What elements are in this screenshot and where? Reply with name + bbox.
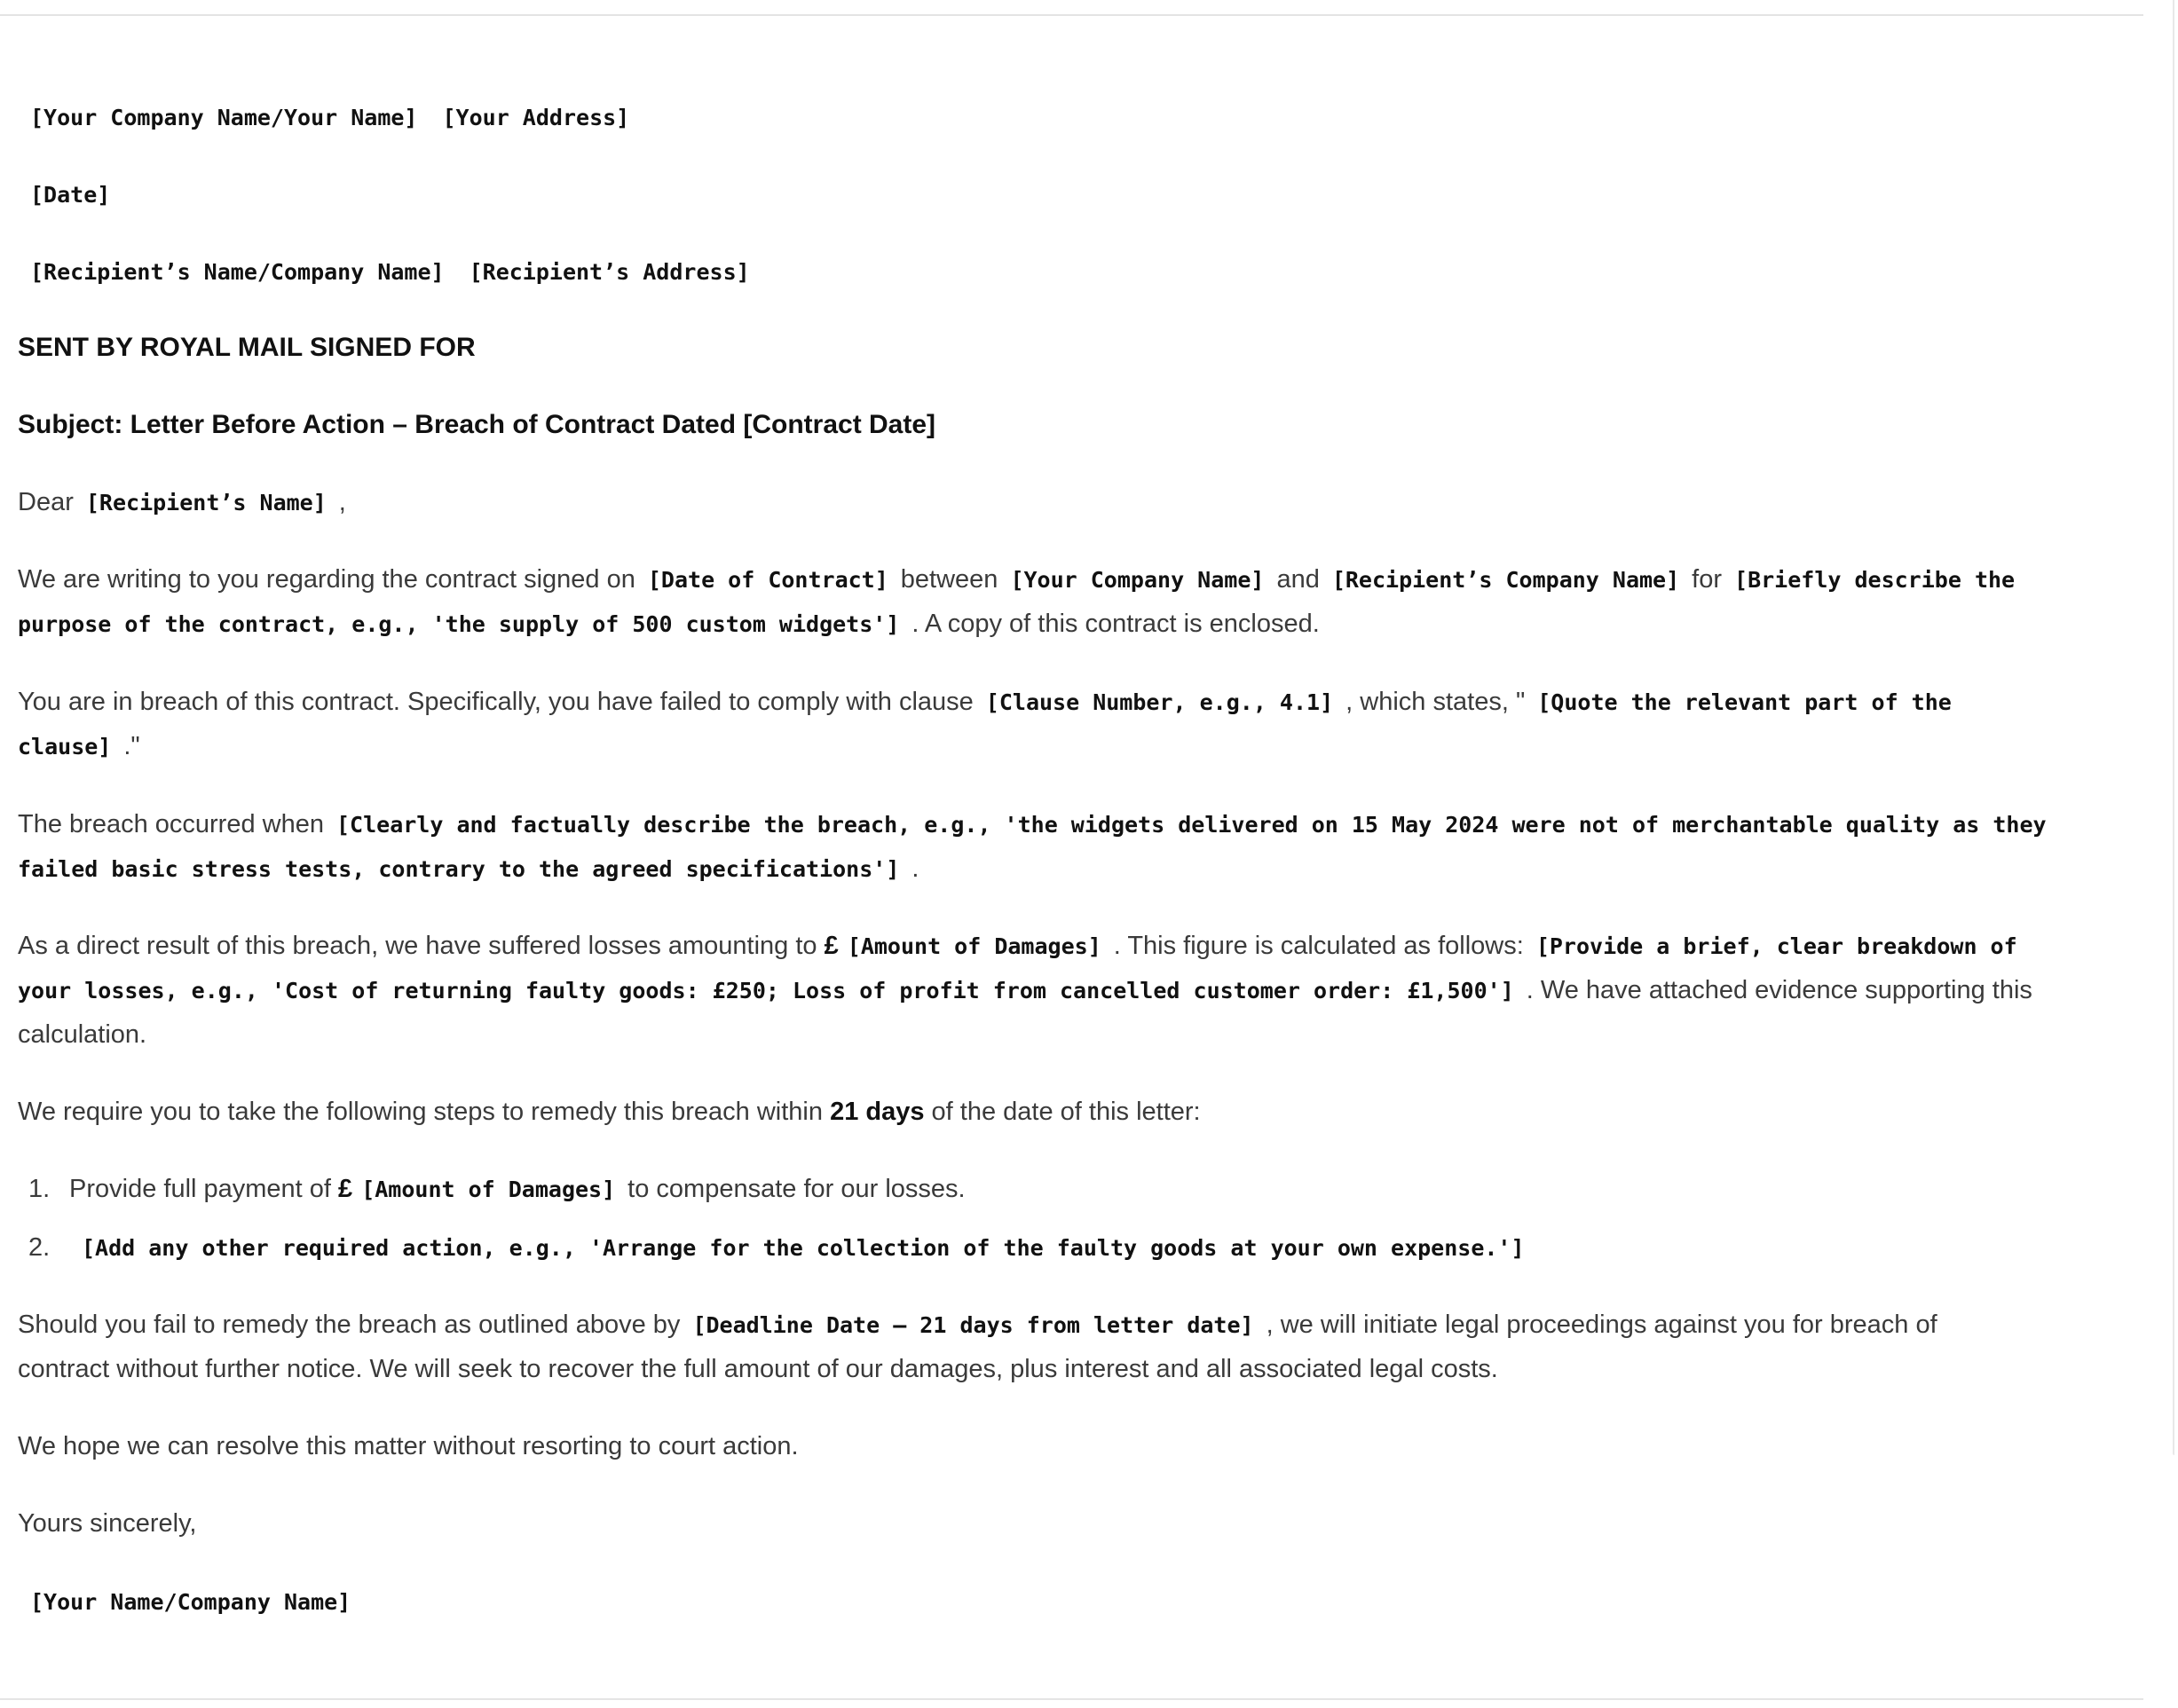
paragraph-text: contract without further notice. We will seek to recover the full amount of our damages, plus interest and all associated legal costs. <box>18 1355 1498 1383</box>
paragraph-text: . This figure is calculated as follows: <box>1113 932 1524 960</box>
paragraph-text: calculation. <box>18 1020 147 1049</box>
placeholder-loss-breakdown: [Provide a brief, clear breakdown of <box>1535 933 2017 959</box>
paragraph-breach-clause-line1 <box>18 684 1952 720</box>
placeholder-breach-description: failed basic stress tests, contrary to the agreed specifications'] <box>18 856 900 882</box>
sender-name: [Your Company Name/Your Name] <box>30 105 418 130</box>
placeholder-recipient-company: [Recipient’s Company Name] <box>1331 567 1680 593</box>
placeholder-date-of-contract: [Date of Contract] <box>647 567 888 593</box>
paragraph-consequences-line2 <box>18 1351 1498 1387</box>
sender-block <box>18 99 642 136</box>
paragraph-text: You are in breach of this contract. Specifically, you have failed to comply with clause <box>18 688 974 716</box>
sender-address: [Your Address] <box>442 105 630 130</box>
placeholder-clause-quote: [Quote the relevant part of the <box>1537 689 1952 715</box>
placeholder-clause-number: [Clause Number, e.g., 4.1] <box>985 689 1334 715</box>
recipient-name: [Recipient’s Name/Company Name] <box>30 259 445 285</box>
placeholder-clause-quote: clause] <box>18 734 112 760</box>
placeholder-loss-breakdown: your losses, e.g., 'Cost of returning faulty goods: £250; Loss of profit from cancelled customer order: £1,500'] <box>18 978 1514 1004</box>
paragraph-breach-clause-line2 <box>18 728 140 765</box>
paragraph-damages-line1 <box>18 928 2017 964</box>
placeholder-breach-description: [Clearly and factually describe the breach, e.g., 'the widgets delivered on 15 May 2024 were not of merchantable quality as they <box>335 812 2047 838</box>
placeholder-other-action: [Add any other required action, e.g., 'Arrange for the collection of the faulty goods at your own expense.'] <box>82 1235 1525 1261</box>
paragraph-text: , we will initiate legal proceedings against you for breach of <box>1266 1311 1937 1339</box>
paragraph-text: . A copy of this contract is enclosed. <box>911 610 1320 638</box>
paragraph-damages-line3 <box>18 1017 146 1052</box>
paragraph-text: We require you to take the following steps to remedy this breach within <box>18 1098 823 1126</box>
paragraph-damages-line2 <box>18 972 2032 1009</box>
paragraph-text: between <box>900 565 998 594</box>
closing: Yours sincerely, <box>18 1509 197 1538</box>
paragraph-consequences-line1 <box>18 1307 1937 1343</box>
paragraph-text: ." <box>123 732 140 760</box>
salutation <box>18 484 346 521</box>
letter-date: [Date] <box>30 182 111 208</box>
subject-line: Subject: Letter Before Action – Breach of Contract Dated [Contract Date] <box>18 410 936 439</box>
list-number: 2. <box>28 1233 51 1262</box>
signature-line <box>18 1584 363 1620</box>
paragraph-text: We are writing to you regarding the contract signed on <box>18 565 635 594</box>
bottom-divider <box>0 1698 2143 1700</box>
list-item <box>18 1171 966 1208</box>
paragraph-resolution: We hope we can resolve this matter without resorting to court action. <box>18 1432 799 1460</box>
top-divider <box>0 14 2143 16</box>
panel-edge <box>2173 0 2174 1455</box>
delivery-notice: SENT BY ROYAL MAIL SIGNED FOR <box>18 333 476 362</box>
placeholder-amount-of-damages: [Amount of Damages] <box>847 933 1101 959</box>
placeholder-contract-purpose: purpose of the contract, e.g., 'the supply of 500 custom widgets'] <box>18 611 900 637</box>
placeholder-deadline-date: [Deadline Date – 21 days from letter date] <box>692 1312 1254 1338</box>
paragraph-text: . We have attached evidence supporting this <box>1526 976 2032 1004</box>
list-number: 1. <box>28 1175 51 1203</box>
paragraph-text: to compensate for our losses. <box>627 1175 966 1203</box>
currency-symbol: £ <box>824 932 839 960</box>
paragraph-remedy-intro <box>18 1094 1201 1129</box>
paragraph-text: As a direct result of this breach, we have suffered losses amounting to <box>18 932 817 960</box>
paragraph-contract-line2 <box>18 606 1320 642</box>
paragraph-text: for <box>1692 565 1723 594</box>
paragraph-text: . <box>911 854 919 883</box>
date-line <box>18 177 122 213</box>
recipient-address: [Recipient’s Address] <box>469 259 750 285</box>
salutation-prefix: Dear <box>18 488 74 516</box>
currency-symbol: £ <box>338 1175 353 1203</box>
recipient-block <box>18 254 762 290</box>
placeholder-your-company: [Your Company Name] <box>1010 567 1265 593</box>
list-item <box>18 1230 1525 1266</box>
paragraph-text: The breach occurred when <box>18 810 324 838</box>
paragraph-text: , which states, " <box>1345 688 1526 716</box>
paragraph-text: of the date of this letter: <box>931 1098 1201 1126</box>
placeholder-amount-of-damages: [Amount of Damages] <box>361 1177 616 1202</box>
paragraph-text: and <box>1276 565 1320 594</box>
paragraph-text: Provide full payment of <box>69 1175 331 1203</box>
paragraph-text: Should you fail to remedy the breach as outlined above by <box>18 1311 681 1339</box>
salutation-name: [Recipient’s Name] <box>85 490 327 516</box>
paragraph-contract-line1 <box>18 562 2015 598</box>
signature-name: [Your Name/Company Name] <box>30 1589 351 1615</box>
deadline-days: 21 days <box>830 1098 925 1126</box>
paragraph-breach-description-line1 <box>18 807 2047 843</box>
paragraph-breach-description-line2 <box>18 851 919 887</box>
placeholder-contract-purpose: [Briefly describe the <box>1734 567 2016 593</box>
salutation-suffix: , <box>338 488 346 516</box>
